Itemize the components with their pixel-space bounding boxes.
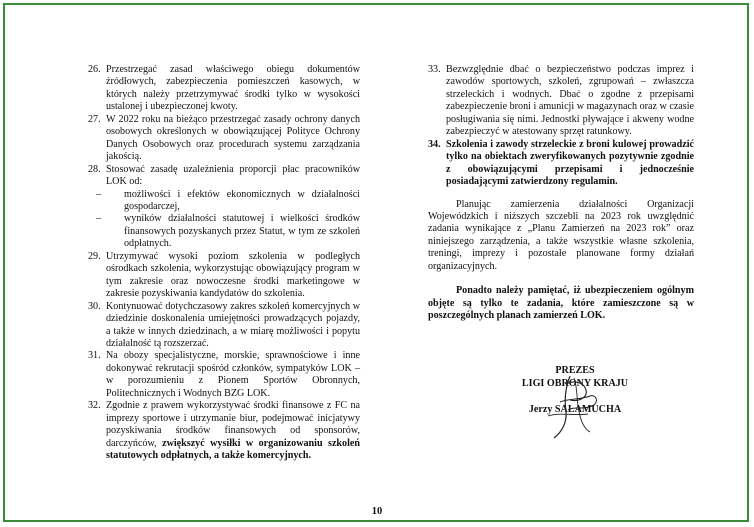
list-item	[88, 400, 360, 462]
list-item	[88, 301, 360, 351]
item-number: 27.	[88, 113, 101, 125]
item-number: 28.	[88, 163, 101, 175]
item-number: 33.	[428, 64, 441, 75]
item-number: 29.	[88, 250, 101, 262]
item-number: 34.	[428, 138, 441, 150]
handwritten-signature-icon	[540, 372, 610, 442]
list-item	[88, 350, 360, 400]
sub-item-text: wyników działalności statutowej i wielkości środków finansowych pozyskanych przez Statut, w tym ze szkoleń odpłatnych.	[124, 213, 360, 250]
page-number: 10	[371, 506, 383, 517]
insurance-note: Ponadto należy pamiętać, iż ubezpieczeniem ogólnym objęte są tylko te zadania, które zamieszczone są w poszczególnych planach zamierzeń LOK.	[428, 285, 694, 322]
item-text-bold: zwiększyć wysiłki w organizowaniu szkoleń statutowych odpłatnych, a także komercyjnych.	[106, 437, 360, 462]
dash-bullet: –	[96, 188, 102, 200]
item-number: 32.	[88, 400, 101, 412]
list-item	[88, 114, 360, 164]
list-item	[428, 64, 694, 139]
item-number: 26.	[88, 64, 101, 75]
list-item	[428, 139, 694, 189]
signature-title: PREZES	[555, 365, 595, 376]
signature-organization: LIGI OBRONY KRAJU	[521, 378, 629, 389]
left-column	[88, 64, 360, 463]
item-text: Utrzymywać wysoki poziom szkolenia w podległych ośrodkach szkolenia, wykorzystując obowiązujący program w tym zakresie oraz nowoczesne środki marketingowe w zakresie pozyskiwania kandydatów do szkolenia.	[106, 250, 360, 300]
signature-name: Jerzy SALAMUCHA	[528, 404, 622, 415]
sub-item-text: możliwości i efektów ekonomicznych w działalności gospodarczej,	[124, 188, 360, 212]
item-text: Bezwzględnie dbać o bezpieczeństwo podczas imprez i zawodów sportowych, szkoleń, zgrupowań – zwłaszcza strzeleckich i wodnych. Dbać o zgodne z przepisami zabezpieczenie broni i amunicji w magazynach oraz w czasie posługiwania się nimi. Jednostki pływające i akweny wodne zabezpieczyć w atestowany sprzęt ratunkowy.	[446, 64, 694, 138]
item-text: Stosować zasadę uzależnienia proporcji płac pracowników LOK od:	[106, 163, 360, 188]
item-text: W 2022 roku na bieżąco przestrzegać zasady ochrony danych osobowych określonych w obowiązującej Polityce Ochrony Danych Osobowych oraz procedurach systemu zarządzania jakością.	[106, 113, 360, 163]
item-text: Przestrzegać zasad właściwego obiegu dokumentów źródłowych, zabezpieczenia pomieszczeń kasowych, w których należy przetrzymywać środki tylko w wysokości ustalonej i ubezpieczonej kwoty.	[106, 64, 360, 113]
sub-item	[96, 213, 360, 250]
item-number: 31.	[88, 350, 101, 362]
list-item	[88, 251, 360, 301]
right-column	[428, 64, 694, 323]
item-text: Zgodnie z prawem wykorzystywać środki finansowe z FC na imprezy sportowe i utrzymanie biur, podejmować inicjatywy pozyskiwania środków finansowych od sponsorów, darczyńców,	[106, 400, 360, 449]
item-text: Na obozy specjalistyczne, morskie, sprawnościowe i inne dokonywać rekrutacji spośród członków, sympatyków LOK – w porozumieniu z Pionem Sportów Obronnych, Politechnicznych i Wodnych BZG LOK.	[106, 350, 360, 399]
list-item	[88, 64, 360, 114]
list-item	[88, 164, 360, 251]
item-text: Kontynuować dotychczasowy zakres szkoleń komercyjnych w dziedzinie doskonalenia umiejętności prowadzących pojazdy, a także w innych dziedzinach, a w miarę możliwości i popytu działalność tą rozszerzać.	[106, 300, 360, 349]
planning-paragraph: Planując zamierzenia działalności Organizacji Wojewódzkich i niższych szczebli na 2023 rok uwzględnić zadania wynikające z „Planu Zamierzeń na 2023 rok” oraz niniejszego zarządzenia, a także wszystkie własne szkolenia, treningi, imprezy i pozostałe planowane formy działań organizacyjnych.	[428, 198, 694, 272]
item-number: 30.	[88, 300, 101, 312]
dash-bullet: –	[96, 213, 102, 225]
item-text-bold: Szkolenia i zawody strzeleckie z broni kulowej prowadzić tylko na obiektach zweryfikowanych pozytywnie zgodnie z obowiązującymi przepisami i jednocześnie posiadającymi zatwierdzony regulamin.	[446, 138, 694, 188]
sub-item	[96, 188, 360, 214]
